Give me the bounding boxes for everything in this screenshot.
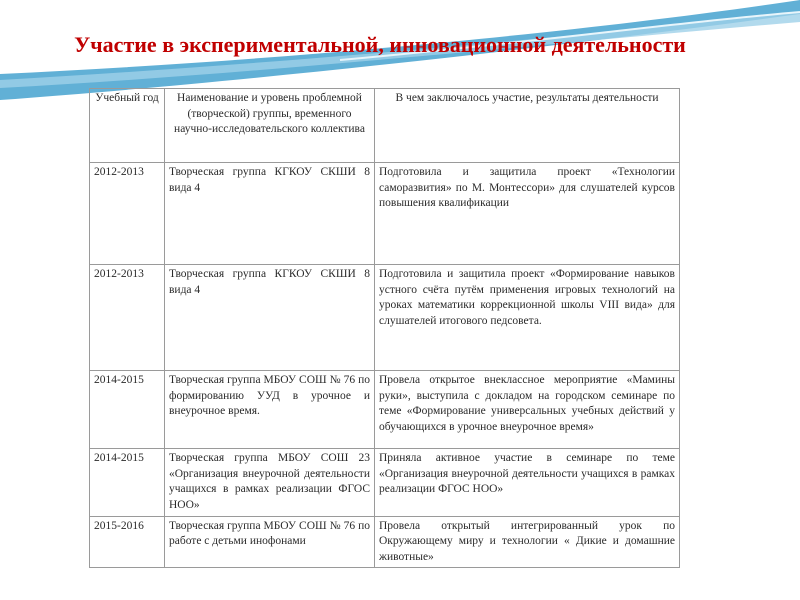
table-row	[90, 265, 680, 371]
header-year: Учебный год	[90, 89, 165, 163]
cell-year: 2012-2013	[90, 163, 165, 265]
page-title: Участие в экспериментальной, инновационной деятельности	[74, 32, 686, 57]
cell-result: Подготовила и защитила проект «Формирование навыков устного счёта путём применения игровых технологий на уроках математики коррекционной школы VIII вида» для слушателей итогового педсовета.	[375, 265, 680, 371]
cell-group: Творческая группа МБОУ СОШ № 76 по работе с детьми инофонами	[165, 516, 375, 568]
cell-year: 2014-2015	[90, 449, 165, 517]
header-group: Наименование и уровень проблемной (творческой) группы, временного научно-исследовательского коллектива	[165, 89, 375, 163]
table-row	[90, 371, 680, 449]
table-row	[90, 163, 680, 265]
cell-result: Приняла активное участие в семинаре по теме «Организация внеурочной деятельности учащихся в рамках реализации ФГОС НОО»	[375, 449, 680, 517]
cell-group: Творческая группа КГКОУ СКШИ 8 вида 4	[165, 163, 375, 265]
table-row	[90, 516, 680, 568]
table-row	[90, 449, 680, 517]
cell-group: Творческая группа КГКОУ СКШИ 8 вида 4	[165, 265, 375, 371]
participation-table-container	[89, 88, 679, 568]
cell-year: 2014-2015	[90, 371, 165, 449]
cell-result: Подготовила и защитила проект «Технологии саморазвития» по М. Монтессори» для слушателей курсов повышения квалификации	[375, 163, 680, 265]
cell-group: Творческая группа МБОУ СОШ 23 «Организация внеурочной деятельности учащихся в рамках реализации ФГОС НОО»	[165, 449, 375, 517]
table-header-row	[90, 89, 680, 163]
cell-group: Творческая группа МБОУ СОШ № 76 по формированию УУД в урочное и внеурочное время.	[165, 371, 375, 449]
header-result: В чем заключалось участие, результаты деятельности	[375, 89, 680, 163]
cell-result: Провела открытое внеклассное мероприятие «Мамины руки», выступила с докладом на городском семинаре по теме «Формирование универсальных учебных действий у обучающихся в урочное внеурочное время»	[375, 371, 680, 449]
cell-year: 2012-2013	[90, 265, 165, 371]
cell-year: 2015-2016	[90, 516, 165, 568]
participation-table	[89, 88, 680, 568]
cell-result: Провела открытый интегрированный урок по Окружающему миру и технологии « Дикие и домашние животные»	[375, 516, 680, 568]
